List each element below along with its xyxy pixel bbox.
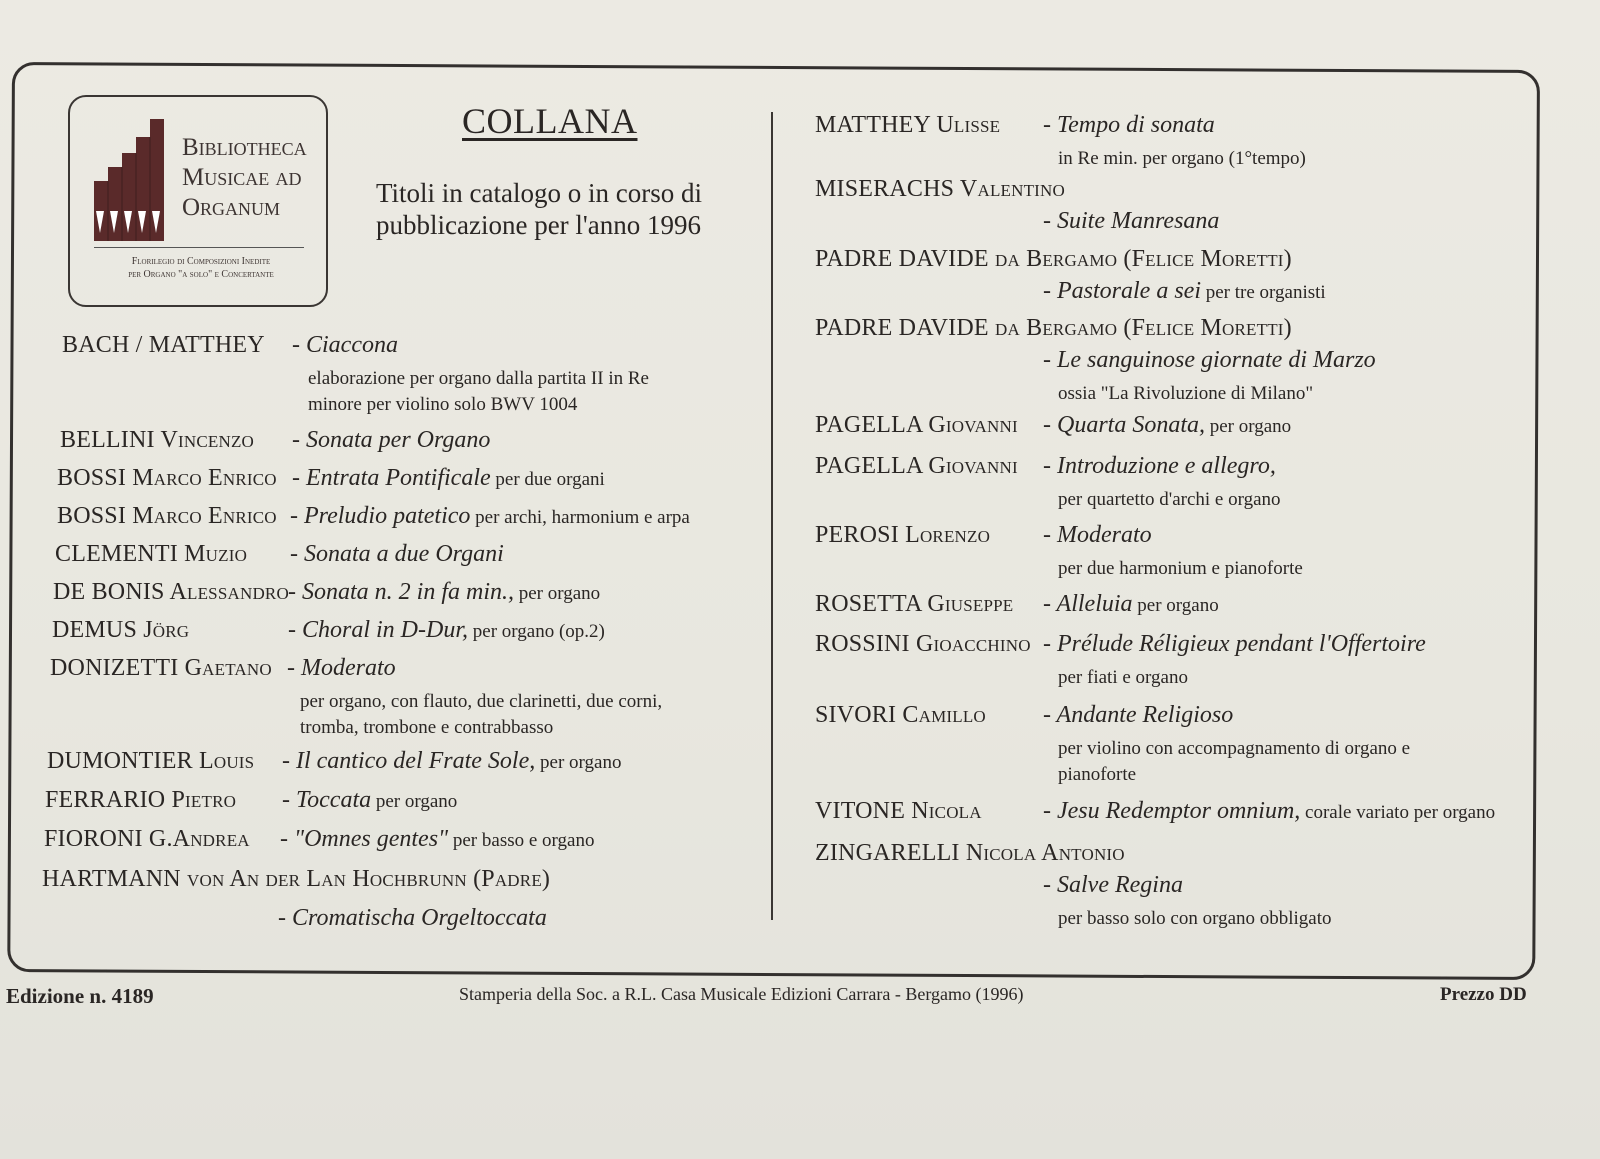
logo-subtitle: [86, 255, 316, 281]
work-entry: [278, 905, 547, 932]
work-instrumentation: per due organi: [490, 469, 605, 490]
logo-title-line: Musicae ad: [182, 164, 302, 191]
work-title: - Le sanguinose giornate di Marzo: [1043, 347, 1376, 373]
work-title: - Introduzione e allegro,: [1043, 453, 1276, 479]
work-entry: [292, 427, 490, 454]
organ-pipes-icon: [94, 115, 168, 245]
work-title: - Alleluia: [1043, 591, 1133, 617]
work-title: - Entrata Pontificale: [292, 465, 491, 491]
work-entry: [1043, 278, 1326, 305]
work-title: - Quarta Sonata,: [1043, 412, 1205, 438]
series-heading: COLLANA: [462, 101, 638, 141]
work-description: per due harmonium e pianoforte: [1058, 558, 1303, 579]
work-title: - Jesu Redemptor omnium,: [1043, 798, 1301, 824]
work-description: per organo, con flauto, due clarinetti, due corni,: [300, 691, 663, 712]
composer-name: MISERACHS Valentino: [815, 176, 1065, 202]
work-entry: [1043, 112, 1215, 139]
work-title: - Pastorale a sei: [1043, 278, 1201, 304]
work-description: per violino con accompagnamento di organo e: [1058, 738, 1411, 759]
work-title: - Choral in D-Dur,: [288, 617, 469, 643]
composer-name: BOSSI Marco Enrico: [57, 503, 277, 529]
composer-name: ROSSINI Gioacchino: [815, 631, 1031, 657]
work-entry: [290, 541, 504, 568]
work-description: tromba, trombone e contrabbasso: [300, 717, 554, 738]
work-entry: [1043, 631, 1426, 658]
work-entry: [282, 787, 457, 814]
work-description: per basso solo con organo obbligato: [1058, 908, 1332, 929]
work-instrumentation: per tre organisti: [1200, 282, 1326, 303]
work-entry: [1043, 702, 1233, 729]
work-title: - Toccata: [282, 787, 372, 813]
work-description: pianoforte: [1058, 764, 1137, 785]
composer-name: SIVORI Camillo: [815, 702, 986, 728]
work-title: - Tempo di sonata: [1043, 112, 1215, 138]
work-title: - Il cantico del Frate Sole,: [282, 748, 536, 774]
composer-name: FIORONI G.Andrea: [44, 826, 250, 852]
composer-name: PADRE DAVIDE da Bergamo (Felice Moretti): [815, 315, 1292, 341]
work-title: - Moderato: [1043, 522, 1152, 548]
work-title: - Ciaccona: [292, 332, 398, 358]
logo-subtitle-line: Florilegio di Composizioni Inedite: [131, 256, 271, 267]
work-entry: [1043, 798, 1495, 825]
work-instrumentation: per basso e organo: [448, 830, 595, 851]
printer-credit: Stamperia della Soc. a R.L. Casa Musicale Edizioni Carrara - Bergamo (1996): [459, 984, 1024, 1004]
work-instrumentation: per organo (op.2): [468, 621, 605, 642]
work-entry: [288, 617, 605, 644]
composer-name: BOSSI Marco Enrico: [57, 465, 277, 491]
work-title: - Preludio patetico: [290, 503, 471, 529]
work-instrumentation: corale variato per organo: [1300, 802, 1496, 823]
composer-name: PADRE DAVIDE da Bergamo (Felice Moretti): [815, 246, 1292, 272]
composer-name: FERRARIO Pietro: [45, 787, 237, 813]
work-entry: [1043, 522, 1152, 549]
work-title: - Salve Regina: [1043, 872, 1183, 898]
composer-name: PAGELLA Giovanni: [815, 453, 1018, 479]
work-title: - Prélude Réligieux pendant l'Offertoire: [1043, 631, 1426, 657]
work-title: - Andante Religioso: [1043, 702, 1234, 728]
work-description: minore per violino solo BWV 1004: [308, 394, 578, 415]
composer-name: HARTMANN von An der Lan Hochbrunn (Padre): [42, 866, 551, 892]
work-entry: [288, 579, 600, 606]
price-label: Prezzo DD: [1440, 984, 1527, 1005]
work-entry: [287, 655, 396, 682]
logo-title-line: Organum: [182, 194, 281, 221]
logo-rule: [94, 247, 304, 248]
work-entry: [1043, 208, 1219, 235]
series-logo: [68, 95, 328, 307]
work-entry: [1043, 453, 1276, 480]
work-entry: [1043, 872, 1183, 899]
work-instrumentation: per organo: [1205, 416, 1292, 437]
composer-name: DE BONIS Alessandro: [53, 579, 289, 605]
work-instrumentation: per organo: [371, 791, 458, 812]
composer-name: CLEMENTI Muzio: [55, 541, 248, 567]
work-title: - Sonata n. 2 in fa min.,: [288, 579, 514, 605]
work-entry: [292, 332, 398, 359]
composer-name: VITONE Nicola: [815, 798, 982, 824]
composer-name: DEMUS Jörg: [52, 617, 190, 643]
work-title: - Moderato: [287, 655, 396, 681]
catalog-subtitle: Titoli in catalogo o in corso di pubblicazione per l'anno 1996: [376, 178, 702, 240]
edition-number: Edizione n. 4189: [6, 984, 154, 1008]
logo-title: [182, 133, 322, 223]
composer-name: BELLINI Vincenzo: [60, 427, 255, 453]
column-divider: [771, 112, 773, 920]
composer-name: DONIZETTI Gaetano: [50, 655, 272, 681]
work-description: per quartetto d'archi e organo: [1058, 489, 1281, 510]
work-entry: [1043, 591, 1219, 618]
work-instrumentation: per organo: [1132, 595, 1219, 616]
work-description: in Re min. per organo (1°tempo): [1058, 148, 1306, 169]
composer-name: MATTHEY Ulisse: [815, 112, 1001, 138]
logo-title-line: Bibliotheca: [182, 134, 307, 161]
composer-name: DUMONTIER Louis: [47, 748, 255, 774]
work-instrumentation: per archi, harmonium e arpa: [470, 507, 690, 528]
work-description: per fiati e organo: [1058, 667, 1188, 688]
work-title: - Sonata a due Organi: [290, 541, 504, 567]
work-title: - Suite Manresana: [1043, 208, 1220, 234]
work-description: elaborazione per organo dalla partita II in Re: [308, 368, 649, 389]
work-instrumentation: per organo: [514, 583, 601, 604]
composer-name: PEROSI Lorenzo: [815, 522, 991, 548]
work-entry: [292, 465, 605, 492]
work-entry: [280, 826, 594, 853]
logo-subtitle-line: per Organo "a solo" e Concertante: [128, 269, 274, 280]
work-title: - Sonata per Organo: [292, 427, 491, 453]
work-entry: [1043, 412, 1291, 439]
composer-name: BACH / MATTHEY: [62, 332, 265, 358]
work-entry: [1043, 347, 1376, 374]
composer-name: ROSETTA Giuseppe: [815, 591, 1014, 617]
work-instrumentation: per organo: [535, 752, 622, 773]
work-entry: [290, 503, 690, 530]
composer-name: ZINGARELLI Nicola Antonio: [815, 840, 1125, 866]
work-description: ossia "La Rivoluzione di Milano": [1058, 383, 1314, 404]
work-title: - Cromatischa Orgeltoccata: [278, 905, 547, 931]
composer-name: PAGELLA Giovanni: [815, 412, 1018, 438]
work-entry: [282, 748, 621, 775]
work-title: - "Omnes gentes": [280, 826, 449, 852]
